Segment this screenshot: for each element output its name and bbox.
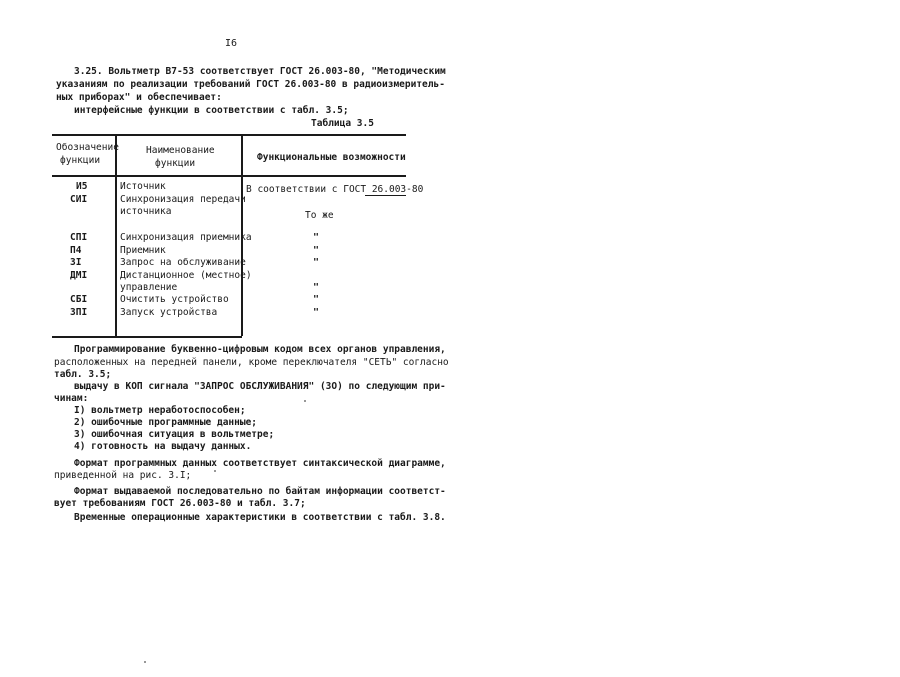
intro-line-3: ных приборах" и обеспечивает:	[56, 92, 222, 103]
ditto-mark: "	[313, 294, 320, 305]
code-cell: СПI	[70, 232, 88, 243]
code-cell: СБI	[70, 294, 88, 305]
code-cell: СИI	[70, 194, 88, 205]
code-cell: И5	[76, 181, 88, 192]
name-cell: источника	[120, 206, 172, 217]
name-cell: Дистанционное (местное)	[120, 270, 252, 281]
capability-same-cell: То же	[305, 210, 334, 221]
code-cell: ЗI	[70, 257, 82, 268]
intro-line-1: 3.25. Вольтметр В7-53 соответствует ГОСТ 26.003-80, "Методическим	[74, 66, 446, 77]
intro-line-2: указаниям по реализации требований ГОСТ 26.003-80 в радиоизмеритель-	[56, 79, 445, 90]
name-cell: Запрос на обслуживание	[120, 257, 246, 268]
body-line-1: Программирование буквенно-цифровым кодом всех органов управления,	[74, 344, 446, 355]
header-name-line-1: Наименование	[146, 145, 215, 156]
reason-4: 4) готовность на выдачу данных.	[74, 441, 252, 452]
table-header-rule	[52, 175, 406, 177]
name-cell: Источник	[120, 181, 166, 192]
body-line-14: Временные операционные характеристики в соответствии с табл. 3.8.	[74, 512, 446, 523]
name-cell: Синхронизация приемника	[120, 232, 252, 243]
name-cell: Синхронизация передачи	[120, 194, 246, 205]
scan-speck	[214, 470, 216, 472]
table-top-rule	[52, 134, 406, 136]
name-cell: Приемник	[120, 245, 166, 256]
body-line-4: выдачу в КОП сигнала "ЗАПРОС ОБСЛУЖИВАНИЯ" (ЗО) по следующим при-	[74, 381, 446, 392]
scan-speck	[304, 400, 306, 402]
ditto-mark: "	[313, 232, 320, 243]
header-code-line-2: функции	[60, 155, 101, 166]
reason-3: 3) ошибочная ситуация в вольтметре;	[74, 429, 275, 440]
capability-cell: В соответствии с ГОСТ 26.003-80	[246, 184, 424, 195]
table-caption: Таблица 3.5	[311, 118, 374, 129]
code-cell: ДМI	[70, 270, 88, 281]
name-cell: управление	[120, 282, 178, 293]
name-cell: Запуск устройства	[120, 307, 218, 318]
intro-line-4: интерфейсные функции в соответствии с табл. 3.5;	[74, 105, 349, 116]
reason-2: 2) ошибочные программные данные;	[74, 417, 258, 428]
body-line-10: Формат программных данных соответствует синтаксической диаграмме,	[74, 458, 446, 469]
name-cell: Очистить устройство	[120, 294, 229, 305]
header-name-line-2: функции	[155, 158, 196, 169]
ditto-mark: "	[313, 282, 320, 293]
body-line-13: вует требованиям ГОСТ 26.003-80 и табл. 3.7;	[54, 498, 306, 509]
code-cell: ЗПI	[70, 307, 88, 318]
ditto-mark: "	[313, 257, 320, 268]
body-line-12: Формат выдаваемой последовательно по байтам информации соответст-	[74, 486, 446, 497]
body-line-3: табл. 3.5;	[54, 369, 112, 380]
body-line-2: расположенных на передней панели, кроме переключателя "СЕТЬ" согласно	[54, 357, 449, 368]
body-line-5: чинам:	[54, 393, 89, 404]
table-col-divider-1	[115, 136, 117, 336]
body-line-11: приведенной на рис. 3.I;	[54, 470, 192, 481]
scan-speck	[144, 661, 146, 663]
page-number: I6	[225, 38, 238, 49]
header-code-line-1: Обозначение	[56, 142, 119, 153]
ditto-mark: "	[313, 307, 320, 318]
ditto-mark: "	[313, 245, 320, 256]
code-cell: П4	[70, 245, 82, 256]
capability-underline	[365, 195, 406, 196]
reason-1: I) вольтметр неработоспособен;	[74, 405, 246, 416]
table-bottom-rule	[52, 336, 242, 338]
header-capabilities: Функциональные возможности	[257, 152, 406, 163]
